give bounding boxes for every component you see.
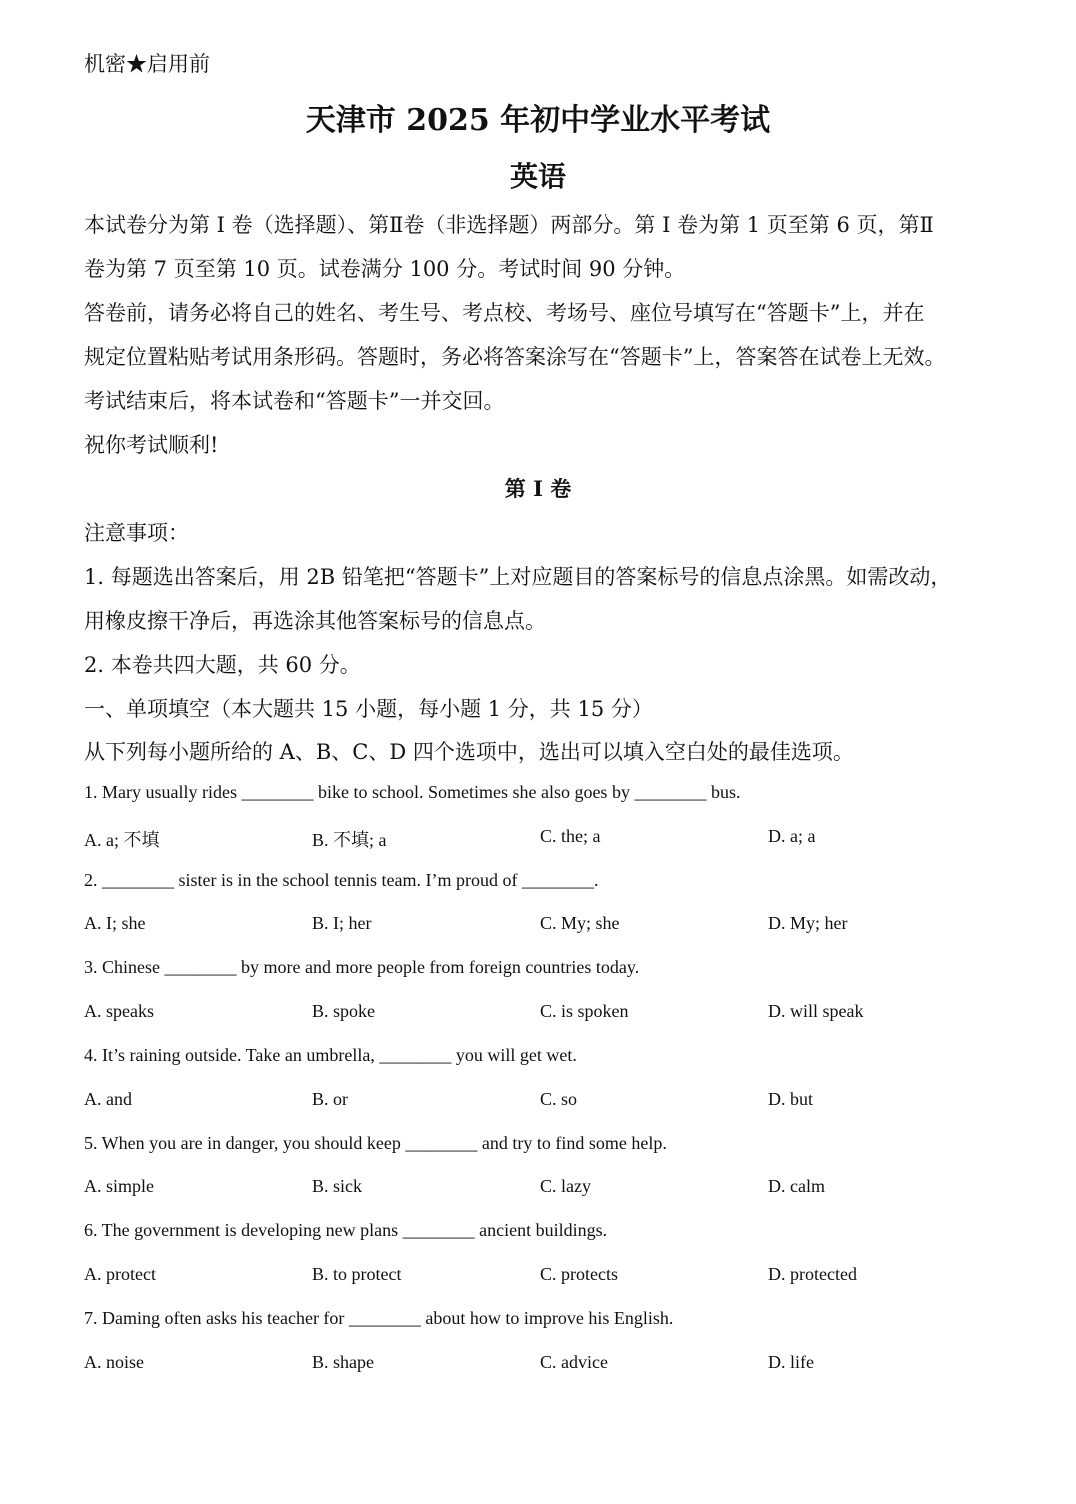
question-stem: 6. The government is developing new plans ________ ancient buildings. [84, 1220, 608, 1240]
question-stem: 4. It’s raining outside. Take an umbrella, ________ you will get wet. [84, 1045, 577, 1065]
intro-line-1: 本试卷分为第 I 卷（选择题）、第Ⅱ卷（非选择题）两部分。第 I 卷为第 1 页至第 6 页，第Ⅱ [84, 213, 934, 237]
option-b: B. shape [312, 1352, 374, 1372]
option-d: D. calm [768, 1176, 825, 1196]
question-stem: 5. When you are in danger, you should keep ________ and try to find some help. [84, 1133, 667, 1153]
subject-title: 英语 [509, 160, 566, 193]
option-a: A. I; she [84, 913, 146, 933]
notes-title: 注意事项： [84, 521, 189, 545]
option-c: C. advice [540, 1352, 608, 1372]
option-a: A. noise [84, 1352, 144, 1372]
option-b: B. sick [312, 1176, 363, 1196]
option-d: D. My; her [768, 913, 848, 933]
question-stem: 1. Mary usually rides ________ bike to school. Sometimes she also goes by ________ bus. [84, 782, 741, 802]
option-d: D. but [768, 1089, 813, 1109]
option-b: B. 不填; a [312, 830, 387, 850]
option-b: B. to protect [312, 1264, 402, 1284]
exam-title: 天津市 2025 年初中学业水平考试 [305, 103, 771, 138]
question-stem: 3. Chinese ________ by more and more people from foreign countries today. [84, 957, 640, 977]
part-heading: 第 I 卷 [504, 476, 572, 501]
intro-line-5: 考试结束后，将本试卷和“答题卡”一并交回。 [84, 389, 505, 413]
intro-line-6: 祝你考试顺利! [84, 433, 219, 457]
option-d: D. protected [768, 1264, 857, 1284]
section-instruction: 从下列每小题所给的 A、B、C、D 四个选项中，选出可以填入空白处的最佳选项。 [84, 740, 854, 764]
option-d: D. will speak [768, 1001, 864, 1021]
confidential-label: 机密★启用前 [84, 52, 210, 76]
intro-line-4: 规定位置粘贴考试用条形码。答题时，务必将答案涂写在“答题卡”上，答案答在试卷上无效。 [84, 345, 946, 369]
option-a: A. simple [84, 1176, 154, 1196]
option-b: B. spoke [312, 1001, 375, 1021]
option-a: A. and [84, 1089, 132, 1109]
question-stem: 7. Daming often asks his teacher for ________ about how to improve his English. [84, 1308, 674, 1328]
intro-line-2: 卷为第 7 页至第 10 页。试卷满分 100 分。考试时间 90 分钟。 [84, 257, 686, 281]
option-b: B. I; her [312, 913, 372, 933]
option-a: A. speaks [84, 1001, 154, 1021]
option-c: C. so [540, 1089, 578, 1109]
note-2: 2. 本卷共四大题，共 60 分。 [84, 653, 361, 677]
option-a: A. a; 不填 [84, 830, 160, 850]
option-c: C. protects [540, 1264, 618, 1284]
note-1-line-2: 用橡皮擦干净后，再选涂其他答案标号的信息点。 [84, 609, 546, 633]
option-d: D. a; a [768, 826, 816, 846]
section-title: 一、单项填空（本大题共 15 小题，每小题 1 分，共 15 分） [84, 697, 653, 721]
question-stem: 2. ________ sister is in the school tennis team. I’m proud of ________. [84, 870, 599, 890]
option-b: B. or [312, 1089, 348, 1109]
option-a: A. protect [84, 1264, 156, 1284]
option-c: C. is spoken [540, 1001, 629, 1021]
option-c: C. lazy [540, 1176, 591, 1196]
option-c: C. My; she [540, 913, 620, 933]
option-d: D. life [768, 1352, 814, 1372]
option-c: C. the; a [540, 826, 601, 846]
note-1-line-1: 1. 每题选出答案后，用 2B 铅笔把“答题卡”上对应题目的答案标号的信息点涂黑。如需改动， [84, 565, 952, 589]
intro-line-3: 答卷前，请务必将自己的姓名、考生号、考点校、考场号、座位号填写在“答题卡”上，并在 [84, 301, 925, 325]
